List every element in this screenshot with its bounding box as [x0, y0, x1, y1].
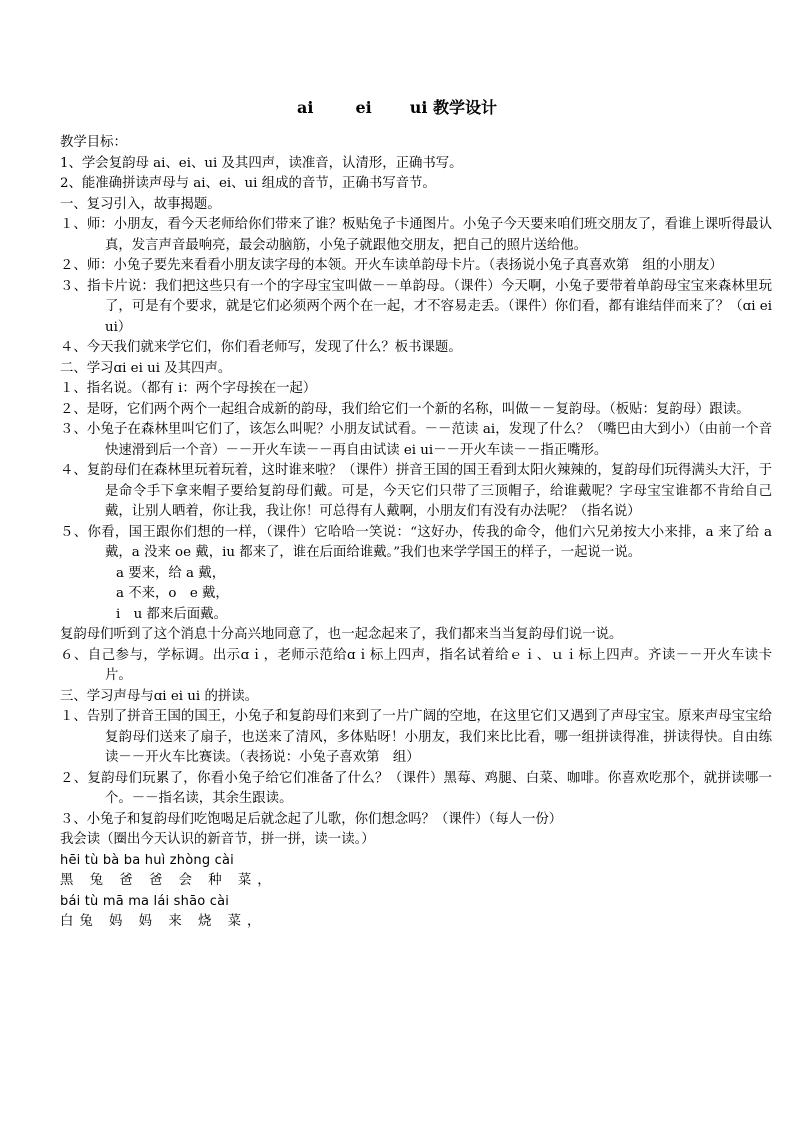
paragraph: 复韵母们听到了这个消息十分高兴地同意了，也一起念起来了，我们都来当当复韵母们说一说。: [60, 627, 623, 642]
reading-heading: 我会读（圈出今天认识的新音节，拼一拼，读一读。）: [60, 832, 375, 847]
goals-heading: 教学目标：: [60, 135, 127, 150]
list-item: ２、师：小兔子要先来看看小朋友读字母的本领。开火车读单韵母卡片。（表扬说小兔子真喜欢第 组的小朋友）: [60, 258, 723, 273]
list-item: ３、指卡片说：我们把这些只有一个的字母宝宝叫做－－单韵母。（课件）今天啊，小兔子要带着单韵母宝宝来森林里玩了，可是有个要求，就是它们必须两个两个在一起，才不容易走丢。（课件）你们看，都有谁结伴而来了？（ɑi ei ui）: [60, 278, 772, 335]
list-item: ６、自己参与，学标调。出示ɑｉ，老师示范给ɑｉ标上四声，指名试着给ｅｉ、ｕｉ标上四声。齐读－－开火车读卡片。: [60, 647, 772, 683]
pinyin-line: bái tù mā ma lái shāo cài: [60, 893, 230, 909]
title-ai: ai: [296, 98, 314, 117]
list-item: １、师：小朋友，看今天老师给你们带来了谁？板贴兔子卡通图片。小兔子今天要来咱们班交朋友了，看谁上课听得最认真，发言声音最响亮，最会动脑筋，小兔子就跟他交朋友，把自己的照片送给他。: [60, 217, 772, 253]
title-ui: ui 教学设计: [409, 98, 497, 117]
list-item: ２、是呀，它们两个两个一起组合成新的韵母，我们给它们一个新的名称，叫做－－复韵母。（板贴：复韵母）跟读。: [60, 401, 750, 417]
goal-item: 1、学会复韵母 ai、ei、ui 及其四声，读准音，认清形，正确书写。: [60, 155, 463, 171]
rhyme-line: i u 都来后面戴。: [116, 606, 227, 622]
hanzi-line: 黑 兔 爸 爸 会 种 菜，: [60, 873, 277, 888]
hanzi-line: 白兔 妈 妈 来 烧 菜，: [60, 914, 267, 929]
list-item: ２、复韵母们玩累了，你看小兔子给它们准备了什么？（课件）黑莓、鸡腿、白菜、咖啡。你喜欢吃那个，就拼读哪一个。－－指名读，其余生跟读。: [60, 770, 772, 806]
section-heading: 三、学习声母与ɑi ei ui 的拼读。: [60, 688, 259, 704]
rhyme-line: a 不来，o e 戴，: [116, 586, 229, 601]
list-item: ３、小兔子在森林里叫它们了，该怎么叫呢？小朋友试试看。－－范读 ai，发现了什么？（嘴巴由大到小）（由前一个音快速滑到后一个音）－－开火车读－－再自由试读 ei ui－－开火车读－－指正嘴形。: [60, 422, 772, 458]
list-item: ４、复韵母们在森林里玩着玩着，这时谁来啦？（课件）拼音王国的国王看到太阳火辣辣的，复韵母们玩得满头大汗，于是命令手下拿来帽子要给复韵母们戴。可是，今天它们只带了三顶帽子，给谁戴呢？字母宝宝谁都不肯给自己戴，让别人晒着，你让我，我让你！可总得有人戴啊，小朋友们有没有办法呢？（指名说）: [60, 463, 772, 519]
section-heading: 二、学习ɑi ei ui 及其四声。: [60, 360, 232, 376]
list-item: ３、小兔子和复韵母们吃饱喝足后就念起了儿歌，你们想念吗？（课件）（每人一份）: [60, 811, 563, 827]
list-item: １、指名说。（都有 i：两个字母挨在一起）: [60, 381, 317, 396]
list-item: ５、你看，国王跟你们想的一样，（课件）它哈哈一笑说：“这好办，传我的命令，他们六兄弟按大小来排，a 来了给 a 戴，a 没来 oe 戴，iu 都来了，谁在后面给谁戴。”我们也来学学国王的样子，一起说一说。: [60, 524, 772, 560]
title-ei: ei: [355, 98, 372, 117]
rhyme-line: a 要来，给 a 戴，: [116, 565, 226, 581]
page-title: [0, 95, 794, 118]
pinyin-line: hēi tù bà ba huì zhòng cài: [60, 852, 234, 868]
document-body: [60, 133, 772, 933]
section-heading: 一、复习引入，故事揭题。: [60, 196, 221, 212]
list-item: ４、今天我们就来学它们，你们看老师写，发现了什么？板书课题。: [60, 340, 462, 355]
goal-item: 2、能准确拼读声母与 ai、ei、ui 组成的音节，正确书写音节。: [60, 176, 436, 191]
list-item: １、告别了拼音王国的国王，小兔子和复韵母们来到了一片广阔的空地，在这里它们又遇到了声母宝宝。原来声母宝宝给复韵母们送来了扇子，也送来了清风，多体贴呀！小朋友，我们来比比看，哪一组拼读得准，拼读得快。自由练读－－开火车比赛读。（表扬说：小兔子喜欢第 组）: [60, 709, 772, 765]
